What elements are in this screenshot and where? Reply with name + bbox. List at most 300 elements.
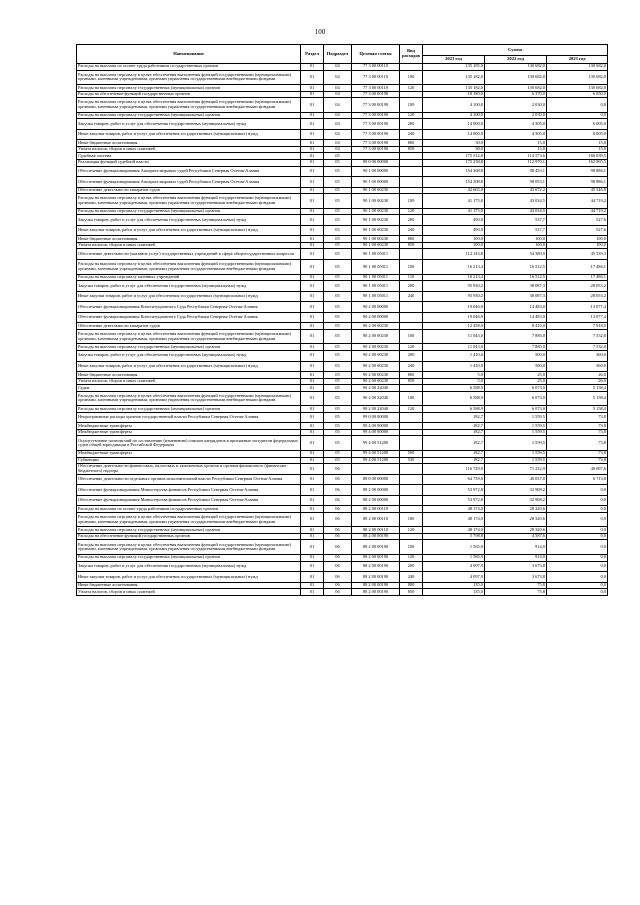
cell-2021: 4 097,9 [423,572,485,583]
cell-subsection: 05 [324,302,352,313]
cell-name: Судьи [77,385,301,392]
cell-2022: 43 034,5 [485,194,547,209]
cell-2021: 19 046,9 [423,302,485,313]
cell-name: Обеспечение функционирования Аппарата мировых судей Республики Северная Осетия-Алания [77,177,301,188]
cell-subsection: 05 [324,436,352,451]
cell-2022: 500,0 [485,350,547,361]
cell-subsection: 06 [324,527,352,534]
cell-target-article: 90 2 00 00230 [352,372,400,379]
cell-target-article: 90 1 00 05011 [352,260,400,275]
cell-name: Расходы на выплаты персоналу в целях обеспечения выполнения функций государственными (муниципальными) органами, казенными учреждениями, органами управления государственными внебюджетными фондами [77,98,301,113]
cell-name: Обеспечение деятельности аппаратов судов [77,323,301,330]
cell-subsection: 05 [324,350,352,361]
cell-subsection: 05 [324,194,352,209]
cell-2022: 15,0 [485,140,547,147]
cell-expense-type [400,412,423,423]
cell-2021: 41 175,0 [423,194,485,209]
cell-2021: 100,0 [423,242,485,249]
cell-2022: 537,7 [485,215,547,226]
cell-target-article: 90 1 00 00000 [352,166,400,177]
cell-subsection: 05 [324,450,352,457]
cell-expense-type [400,166,423,177]
header-sum: Сумма [423,45,608,56]
cell-target-article: 90 2 00 22040 [352,385,400,392]
cell-2023: 0,0 [547,98,608,113]
cell-expense-type [400,177,423,188]
cell-2022: 114 573,6 [485,153,547,160]
cell-target-article [352,464,400,475]
cell-2023: 360,0 [547,350,608,361]
cell-expense-type: 200 [400,119,423,130]
cell-section: 01 [301,372,324,379]
cell-2023: 28 053,2 [547,291,608,302]
cell-2021: 53 972,8 [423,495,485,506]
cell-section: 01 [301,236,324,243]
table-row [77,98,608,113]
cell-2021: 154 368,8 [423,166,485,177]
cell-target-article: 90 2 00 00230 [352,350,400,361]
cell-subsection: 06 [324,582,352,589]
cell-2023: 527,6 [547,215,608,226]
cell-target-article: 90 1 00 05011 [352,274,400,281]
table-row [77,70,608,85]
cell-2021: 16 213,4 [423,260,485,275]
cell-2023: 26,0 [547,378,608,385]
cell-name: Непрограммные расходы органов государственной власти Республики Северная Осетия-Алания [77,412,301,423]
cell-target-article: 88 2 00 00110 [352,512,400,527]
cell-subsection: 05 [324,187,352,194]
cell-2021: 1 410,0 [423,350,485,361]
cell-2022: 38 087,3 [485,281,547,292]
cell-target-article: 77 3 00 00190 [352,146,400,153]
cell-section: 01 [301,378,324,385]
cell-expense-type: 100 [400,70,423,85]
cell-section: 01 [301,495,324,506]
cell-section: 01 [301,274,324,281]
header-section: Раздел [301,45,324,64]
table-row [77,249,608,260]
cell-2023: 44 719,2 [547,208,608,215]
cell-name: Реализация функций судебной власти [77,160,301,167]
cell-2022: 112 970,1 [485,160,547,167]
cell-2023: 5 158,4 [547,385,608,392]
cell-target-article: 88 2 00 00110 [352,506,400,513]
cell-section: 01 [301,329,324,344]
cell-name: Расходы на выплаты персоналу в целях обеспечения выполнения функций государственными (муниципальными) органами, казенными учреждениями, органами управления государственными внебюджетными фондами [77,70,301,85]
cell-name: Иные закупки товаров, работ и услуг для обеспечения государственных (муниципальных) нужд [77,129,301,140]
cell-section: 01 [301,589,324,596]
table-row [77,312,608,323]
table-row [77,572,608,583]
cell-name: Уплата налогов, сборов и иных платежей [77,589,301,596]
table-row [77,350,608,361]
cell-expense-type: 500 [400,450,423,457]
cell-2023: 6 713,8 [547,474,608,485]
table-header [77,45,608,64]
cell-name: Уплата налогов, сборов и иных платежей [77,378,301,385]
cell-name: Иные бюджетные ассигнования [77,236,301,243]
cell-expense-type: 110 [400,274,423,281]
cell-2023: 15,0 [547,146,608,153]
cell-section: 01 [301,119,324,130]
cell-2021: 112 143,8 [423,249,485,260]
table-row [77,302,608,313]
cell-2022: 75,8 [485,589,547,596]
cell-name: Иные закупки товаров, работ и услуг для обеспечения государственных (муниципальных) нужд [77,225,301,236]
cell-subsection: 05 [324,361,352,372]
cell-name: Расходы на выплаты по оплате труда работников государственных органов [77,64,301,71]
cell-section: 01 [301,98,324,113]
header-name: Наименование [77,45,301,64]
cell-2023: 40 007,6 [547,464,608,475]
cell-2022: 98 453,1 [485,166,547,177]
cell-subsection: 04 [324,64,352,71]
cell-2021: 490,0 [423,225,485,236]
cell-2023: 5 158,4 [547,406,608,413]
cell-name: Обеспечение деятельности отдельных органов исполнительной власти Республики Северная Осетия-Алания [77,474,301,485]
cell-expense-type: 100 [400,194,423,209]
cell-2021: 116 729,9 [423,464,485,475]
cell-subsection: 05 [324,329,352,344]
cell-2022: 2 030,0 [485,112,547,119]
cell-2023: 44 719,2 [547,194,608,209]
table-row [77,474,608,485]
table-row [77,291,608,302]
cell-subsection: 05 [324,385,352,392]
cell-section: 01 [301,187,324,194]
cell-section: 01 [301,323,324,330]
cell-2022: 28 320,6 [485,527,547,534]
cell-subsection: 06 [324,512,352,527]
cell-target-article: 77 3 00 00190 [352,129,400,140]
cell-target-article: 88 2 00 00190 [352,561,400,572]
cell-target-article: 88 2 00 00000 [352,495,400,506]
cell-expense-type [400,474,423,485]
cell-expense-type: 200 [400,215,423,226]
table-row [77,361,608,372]
cell-name: Обеспечение деятельности (оказание услуг) государственных учреждений в сфере общегосударственных вопросов [77,249,301,260]
cell-2021: 154 208,8 [423,177,485,188]
cell-2021: 42 665,0 [423,187,485,194]
cell-target-article: 99 4 00 00000 [352,429,400,436]
cell-section: 01 [301,249,324,260]
cell-2023: 6 005,0 [547,119,608,130]
cell-expense-type: 200 [400,561,423,572]
cell-2022: 8 410,0 [485,323,547,330]
cell-target-article: 77 3 00 00190 [352,140,400,147]
cell-2021: 41 175,0 [423,208,485,215]
cell-name: Обеспечение функционирования Министерства финансов Республики Северная Осетия-Алания [77,485,301,496]
cell-name: Расходы на выплаты персоналу в целях обеспечения выполнения функций государственными (муниципальными) органами, казенными учреждениями, органами управления государственными внебюджетными фондами [77,194,301,209]
cell-name: Обеспечение функционирования Аппарата мировых судей Республики Северная Осетия-Алания [77,166,301,177]
cell-2023: 0,0 [547,540,608,555]
header-subsection: Подраздел [324,45,352,64]
cell-2022: 15,0 [485,146,547,153]
cell-target-article: 88 2 00 00190 [352,589,400,596]
cell-section: 01 [301,344,324,351]
cell-subsection: 05 [324,166,352,177]
cell-section: 01 [301,527,324,534]
cell-name: Иные бюджетные ассигнования [77,140,301,147]
cell-expense-type: 800 [400,140,423,147]
cell-subsection: 05 [324,312,352,323]
cell-section: 01 [301,225,324,236]
cell-target-article: 90 1 00 00230 [352,208,400,215]
cell-2021: 135 182,0 [423,85,485,92]
cell-section: 01 [301,302,324,313]
cell-2021: 182,7 [423,450,485,457]
cell-subsection: 05 [324,249,352,260]
cell-2022: 6 073,0 [485,391,547,406]
cell-2022: 40 037,0 [485,474,547,485]
cell-2022: 7 885,0 [485,344,547,351]
cell-expense-type: 120 [400,344,423,351]
cell-section: 01 [301,385,324,392]
cell-expense-type: 100 [400,98,423,113]
cell-2022: 43 672,2 [485,187,547,194]
cell-target-article: 90 2 00 22040 [352,406,400,413]
cell-subsection: 06 [324,589,352,596]
cell-2023: 98 886,1 [547,177,608,188]
cell-2023: 17 486,1 [547,260,608,275]
cell-target-article: 90 1 00 00230 [352,194,400,209]
cell-name: Иные бюджетные ассигнования [77,582,301,589]
cell-target-article: 88 2 00 00190 [352,554,400,561]
cell-expense-type: 120 [400,554,423,561]
cell-target-article: 90 1 00 00230 [352,242,400,249]
cell-section: 01 [301,406,324,413]
cell-2023: 0,0 [547,533,608,540]
cell-subsection: 04 [324,85,352,92]
cell-subsection: 06 [324,506,352,513]
cell-2021: 48 174,0 [423,506,485,513]
cell-section: 01 [301,391,324,406]
cell-expense-type: 120 [400,112,423,119]
cell-2022: 100,0 [485,242,547,249]
cell-2021: 48 174,0 [423,527,485,534]
cell-2021: 5 798,8 [423,533,485,540]
cell-expense-type: 120 [400,406,423,413]
table-row [77,260,608,275]
cell-2021: 182,7 [423,423,485,430]
cell-subsection: 04 [324,70,352,85]
cell-section: 01 [301,260,324,275]
cell-subsection: 05 [324,344,352,351]
cell-name: Расходы на выплаты персоналу государственных (муниципальных) органов [77,112,301,119]
cell-subsection: 05 [324,429,352,436]
cell-target-article: 90 1 00 05011 [352,281,400,292]
cell-name: Расходы на выплаты по оплате труда работников государственных органов [77,506,301,513]
cell-2022: 38 087,3 [485,291,547,302]
cell-subsection: 05 [324,457,352,464]
cell-2023: 0,0 [547,112,608,119]
cell-2022: 100,0 [485,236,547,243]
cell-subsection: 05 [324,291,352,302]
cell-subsection: 05 [324,177,352,188]
cell-name: Уплата налогов, сборов и иных платежей [77,242,301,249]
cell-section: 01 [301,160,324,167]
cell-2023: 73,8 [547,429,608,436]
cell-subsection: 05 [324,323,352,330]
cell-2022: 2 030,0 [485,98,547,113]
cell-2021: 175 312,8 [423,153,485,160]
cell-name: Расходы на обеспечение функций государственных органов [77,533,301,540]
cell-expense-type [400,312,423,323]
cell-target-article: 99 4 00 51200 [352,436,400,451]
cell-2021: 6 588,9 [423,406,485,413]
cell-subsection: 06 [324,561,352,572]
cell-2023: 7 918,0 [547,323,608,330]
cell-expense-type: 120 [400,527,423,534]
cell-section: 01 [301,91,324,98]
cell-2022: 16 512,5 [485,274,547,281]
cell-2023: 6 005,0 [547,129,608,140]
cell-2021: 30,0 [423,140,485,147]
cell-subsection: 06 [324,474,352,485]
cell-2022: 14 483,0 [485,302,547,313]
cell-expense-type: 100 [400,512,423,527]
cell-target-article: 90 2 00 00000 [352,312,400,323]
table-row [77,540,608,555]
cell-2021: 182,7 [423,436,485,451]
cell-expense-type: 850 [400,589,423,596]
cell-name: Обеспечение функционирования Министерства финансов Республики Северная Осетия-Алания [77,495,301,506]
cell-section: 01 [301,436,324,451]
cell-name: Расходы на выплаты персоналу государственных (муниципальных) органов [77,527,301,534]
table-row [77,225,608,236]
cell-2021: 11 043,0 [423,344,485,351]
cell-target-article: 90 1 00 05011 [352,291,400,302]
cell-2023: 130 682,0 [547,85,608,92]
cell-2023: 73,8 [547,423,608,430]
cell-section: 01 [301,146,324,153]
cell-2022: 130 682,0 [485,64,547,71]
table-row [77,281,608,292]
cell-target-article: 90 1 00 00230 [352,215,400,226]
cell-expense-type: 240 [400,291,423,302]
cell-target-article: 88 2 00 00110 [352,527,400,534]
cell-target-article: 90 2 00 00230 [352,344,400,351]
cell-2023: 162 965,5 [547,160,608,167]
cell-2022: 6 073,0 [485,385,547,392]
cell-2022: 1 559,5 [485,450,547,457]
cell-expense-type: 200 [400,281,423,292]
cell-name: Межбюджетные трансферты [77,423,301,430]
cell-name: Расходы на выплаты персоналу казенных учреждений [77,274,301,281]
cell-2022: 1 559,5 [485,429,547,436]
cell-2021: 11 043,0 [423,329,485,344]
cell-expense-type: 100 [400,540,423,555]
cell-2022: 25,0 [485,372,547,379]
cell-name: Расходы на выплаты персоналу государственных (муниципальных) органов [77,344,301,351]
cell-subsection: 05 [324,412,352,423]
cell-expense-type: 100 [400,329,423,344]
cell-2021: 95 930,2 [423,291,485,302]
cell-2021: 135 182,0 [423,70,485,85]
cell-target-article: 90 1 00 00230 [352,236,400,243]
cell-expense-type [400,464,423,475]
cell-name: Межбюджетные трансферты [77,450,301,457]
cell-2021: 18 180,0 [423,91,485,98]
cell-subsection: 06 [324,572,352,583]
cell-expense-type [400,302,423,313]
cell-name: Обеспечение деятельности финансовых, налоговых и таможенных органов и органов финансового (финансово-бюджетного) надзора [77,464,301,475]
cell-subsection: 06 [324,554,352,561]
cell-section: 01 [301,474,324,485]
cell-name: Расходы на выплаты персоналу государственных (муниципальных) органов [77,554,301,561]
cell-section: 01 [301,194,324,209]
cell-section: 01 [301,464,324,475]
cell-section: 01 [301,572,324,583]
cell-2023: 28 053,2 [547,281,608,292]
cell-section: 01 [301,215,324,226]
cell-section: 01 [301,412,324,423]
cell-2023: 13 077,4 [547,312,608,323]
table-row [77,485,608,496]
cell-2021: 182,7 [423,412,485,423]
cell-target-article: 90 2 00 00230 [352,329,400,344]
cell-2023: 166 039,5 [547,153,608,160]
cell-target-article: 99 4 00 51200 [352,457,400,464]
cell-name: Иные закупки товаров, работ и услуг для обеспечения государственных (муниципальных) нужд [77,361,301,372]
cell-section: 01 [301,242,324,249]
cell-subsection: 05 [324,406,352,413]
table-row [77,464,608,475]
cell-2023: 7 532,0 [547,344,608,351]
cell-2023: 0,0 [547,554,608,561]
cell-target-article: 90 1 00 00230 [352,187,400,194]
cell-2023: 6 050,0 [547,91,608,98]
cell-2022: 32 908,2 [485,485,547,496]
cell-subsection: 05 [324,215,352,226]
cell-2021: 6 588,9 [423,385,485,392]
cell-2021: 64 739,0 [423,474,485,485]
cell-name: Расходы на выплаты персоналу в целях обеспечения выполнения функций государственными (муниципальными) органами, казенными учреждениями, органами управления государственными внебюджетными фондами [77,540,301,555]
page-number: 100 [314,28,326,36]
cell-subsection: 05 [324,274,352,281]
cell-2021: 4 100,0 [423,98,485,113]
cell-2021: 5,0 [423,378,485,385]
cell-2023: 0,0 [547,495,608,506]
table-row [77,129,608,140]
cell-2021: 19 046,9 [423,312,485,323]
cell-2021: 100,0 [423,236,485,243]
cell-2022: 130 682,0 [485,70,547,85]
cell-2021: 6 588,9 [423,391,485,406]
cell-expense-type: 100 [400,391,423,406]
cell-expense-type [400,249,423,260]
cell-2022: 54 380,9 [485,249,547,260]
cell-expense-type: 240 [400,225,423,236]
cell-target-article: 77 3 00 00110 [352,70,400,85]
cell-2023: 0,0 [547,572,608,583]
cell-2021: 135,0 [423,589,485,596]
cell-expense-type: 530 [400,457,423,464]
cell-2022: 28 320,6 [485,506,547,513]
cell-2023: 0,0 [547,506,608,513]
cell-expense-type: 800 [400,582,423,589]
cell-2023: 26,0 [547,372,608,379]
cell-expense-type [400,485,423,496]
cell-section: 01 [301,582,324,589]
cell-section: 01 [301,112,324,119]
cell-section: 01 [301,512,324,527]
table-row [77,391,608,406]
cell-2023: 73,8 [547,412,608,423]
table-row [77,436,608,451]
cell-2022: 4 305,0 [485,119,547,130]
cell-target-article: 88 2 00 00190 [352,582,400,589]
